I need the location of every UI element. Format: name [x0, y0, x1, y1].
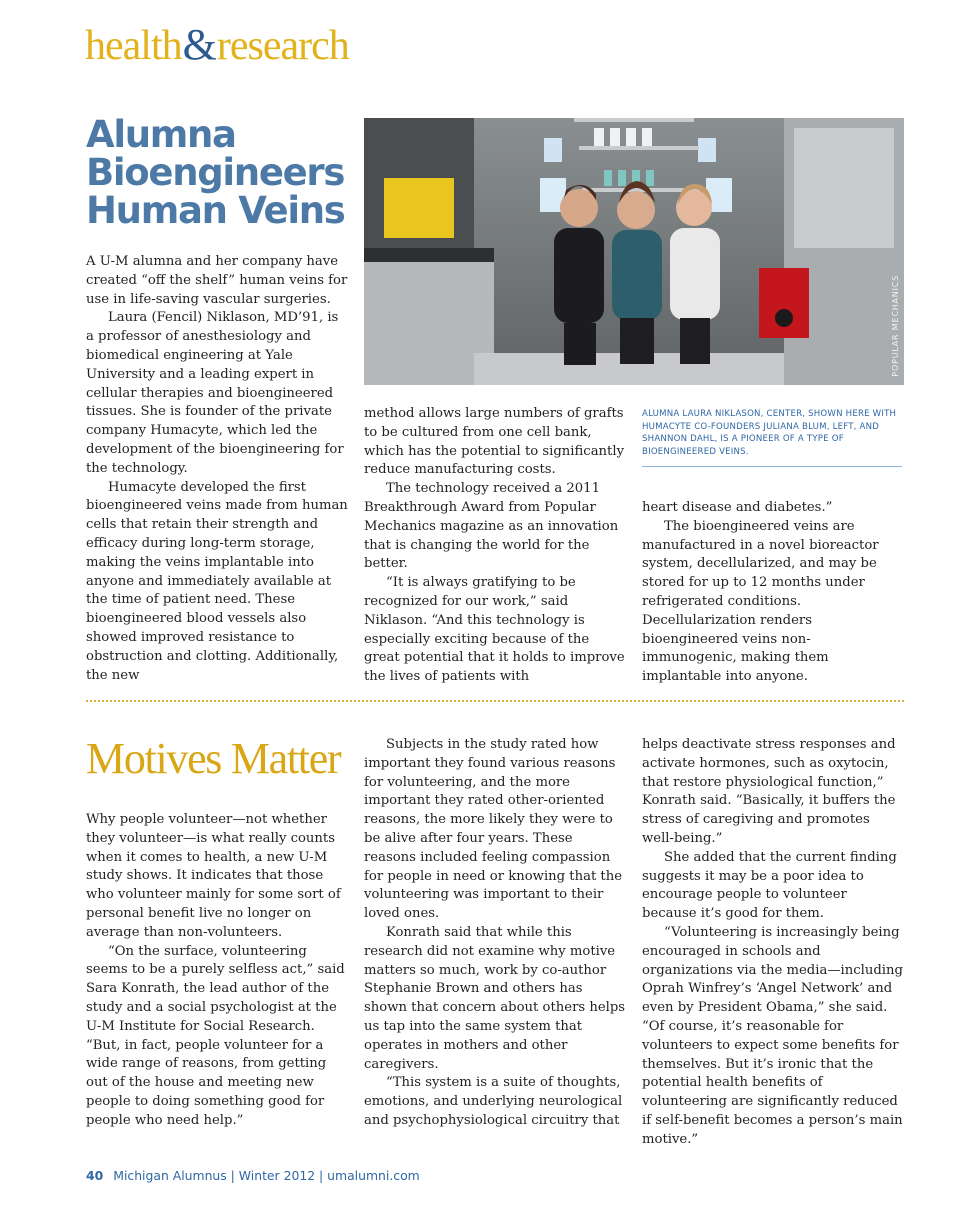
article2-paragraph: helps deactivate stress responses and activate hormones, such as oxytocin, that restore physiological function,” Konrath said. “Basically, it buffers the stress of caregiving and promotes well-being.” [642, 737, 896, 846]
lab-photo-illustration [364, 118, 904, 385]
article2-paragraph: “Volunteering is increasingly being encouraged in schools and organizations via the media—including Oprah Winfrey’s ‘Angel Network’ and even by President Obama,” she said. “Of course, it’s reasonable for volunteers to expect some benefits for themselves. But it’s ironic that the potential health benefits of volunteering are significantly reduced if self-benefit becomes a person’s main motive.” [642, 924, 903, 1147]
article1-paragraph: Humacyte developed the first bioengineered veins made from human cells that retain their strength and efficacy during long-term storage, making the veins implantable into anyone and immediately available at the time of patient need. These bioengineered blood vessels also showed improved resistance to obstruction and clotting. Additionally, the new [86, 479, 348, 683]
article2-column-1 [86, 811, 348, 1131]
masthead-word-health: health [85, 23, 182, 69]
article2-paragraph: She added that the current finding suggests it may be a poor idea to encourage people to volunteer because it’s good for them. [642, 849, 897, 922]
section-masthead [85, 20, 349, 70]
article-title-motives: Motives Matter [86, 734, 341, 783]
page-number: 40 [86, 1168, 104, 1183]
article1-paragraph: “It is always gratifying to be recognized for our work,” said Niklason. “And this technology is especially exciting because of the great potential that it holds to improve the lives of patients with [364, 575, 625, 685]
page-footer [86, 1168, 420, 1183]
article1-paragraph: The technology received a 2011 Breakthrough Award from Popular Mechanics magazine as an innovation that is changing the world for the better. [364, 481, 619, 572]
article1-paragraph: method allows large numbers of grafts to be cultured from one cell bank, which has the potential to significantly reduce manufacturing costs. [364, 406, 625, 478]
article2-paragraph: Why people volunteer—not whether they volunteer—is what really counts when it comes to health, a new U-M study shows. It indicates that those who volunteer mainly for some sort of personal benefit live no longer on average than non-volunteers. [86, 812, 341, 940]
article1-paragraph: A U-M alumna and her company have created “off the shelf” human veins for use in life-saving vascular surgeries. [86, 254, 348, 307]
photo-caption: ALUMNA LAURA NIKLASON, CENTER, SHOWN HERE WITH HUMACYTE CO-FOUNDERS JULIANA BLUM, LEFT, AND SHANNON DAHL, IS A PIONEER OF A TYPE OF BIOENGINEERED VEINS. [642, 409, 897, 457]
article1-column-2 [364, 405, 626, 687]
masthead-word-research: research [216, 23, 349, 69]
article2-column-3 [642, 736, 904, 1150]
footer-publication: Michigan Alumnus | Winter 2012 | umalumni.com [113, 1168, 420, 1183]
article1-column-1 [86, 253, 348, 685]
article2-paragraph: “On the surface, volunteering seems to be a purely selfless act,” said Sara Konrath, the lead author of the study and a social psychologist at the U-M Institute for Social Research. “But, in fact, people volunteer for a wide range of reasons, from getting out of the house and meeting new people to doing something good for people who need help.” [86, 943, 345, 1128]
article2-paragraph: “This system is a suite of thoughts, emotions, and underlying neurological and psychophysiological circuitry that [364, 1075, 623, 1128]
article1-paragraph: Laura (Fencil) Niklason, MD’91, is a professor of anesthesiology and biomedical engineering at Yale University and a leading expert in cellular therapies and bioengineered tissues. She is founder of the private company Humacyte, which led the development of the bioengineering for the technology. [86, 310, 344, 476]
photo-credit: POPULAR MECHANICS [891, 275, 900, 377]
caption-rule [642, 466, 902, 467]
section-divider [86, 700, 904, 702]
article1-paragraph: The bioengineered veins are manufactured in a novel bioreactor system, decellularized, and may be stored for up to 12 months under refrigerated conditions. Decellularization renders bioengineered veins non-immunogenic, making them implantable into anyone. [642, 518, 879, 685]
article2-column-2 [364, 736, 626, 1131]
article-photo [364, 118, 904, 385]
article2-paragraph: Konrath said that while this research did not examine why motive matters so much, work by co-author Stephanie Brown and others has shown that concern about others helps us tap into the same system that operates in mothers and other caregivers. [364, 924, 626, 1072]
article2-paragraph: Subjects in the study rated how important they found various reasons for volunteering, and the more important they rated other-oriented reasons, the more likely they were to be alive after four years. These reasons included feeling compassion for people in need or knowing that the volunteering was important to their loved ones. [364, 737, 623, 922]
article1-column-3 [642, 499, 904, 687]
article-title-veins: Alumna Bioengineers Human Veins [86, 113, 345, 232]
masthead-ampersand: & [182, 20, 216, 69]
article1-paragraph: heart disease and diabetes.” [642, 500, 833, 515]
